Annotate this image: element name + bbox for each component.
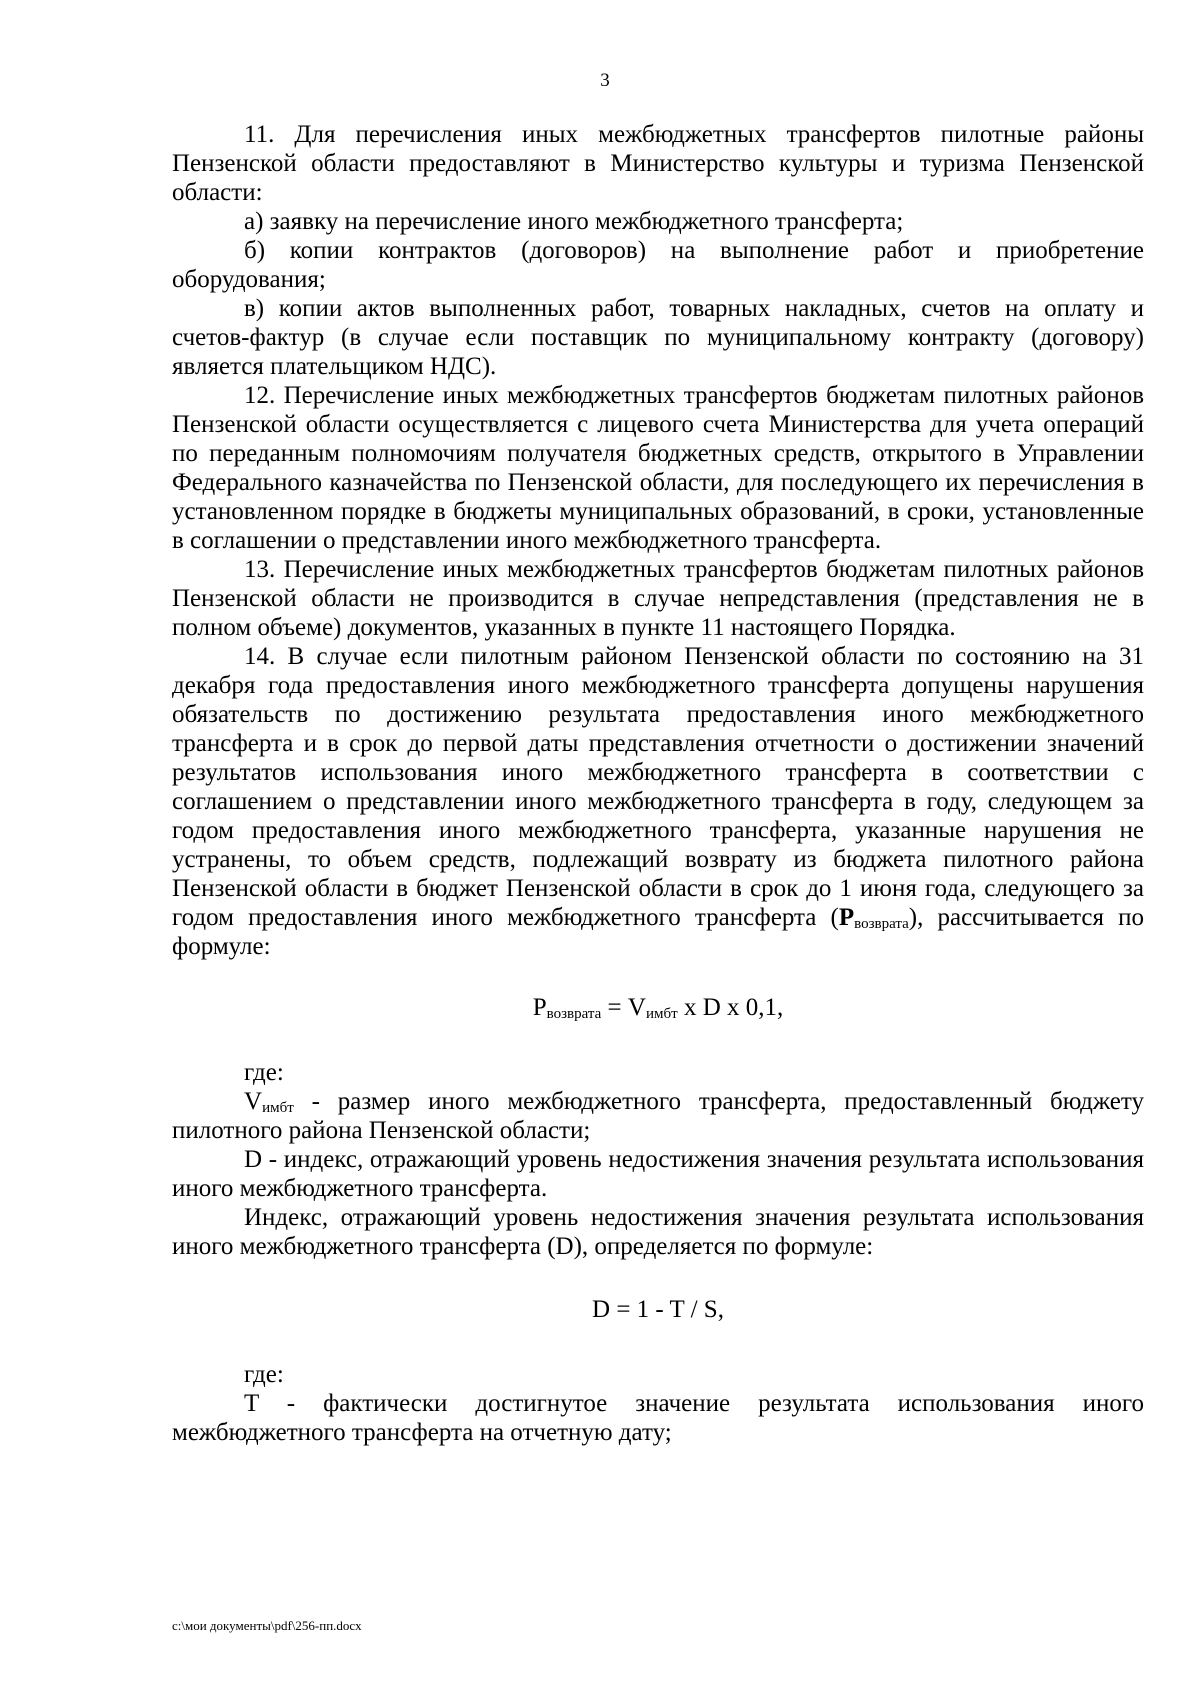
paragraph-14-end: ), рассчитывается по формуле:	[172, 904, 1144, 960]
paragraph-14	[172, 642, 1144, 961]
d-definition: D - индекс, отражающий уровень недостижения значения результата использования иного межбюджетного трансферта.	[172, 1146, 1144, 1202]
paragraph-12: 12. Перечисление иных межбюджетных трансфертов бюджетам пилотных районов Пензенской области осуществляется с лицевого счета Министерства для учета операций по переданным полномочиям получателя бюджетных средств, открытого в Управлении Федерального казначейства по Пензенской области, для последующего их перечисления в установленном порядке в бюджеты муниципальных образований, в сроки, установленные в соглашении о представлении иного межбюджетного трансферта.	[172, 382, 1144, 554]
paragraph-13: 13. Перечисление иных межбюджетных трансфертов бюджетам пилотных районов Пензенской области не производится в случае непредставления (представления не в полном объеме) документов, указанных в пункте 11 настоящего Порядка.	[172, 556, 1144, 641]
formula-p: P	[532, 994, 547, 1021]
formula-index: D = 1 - T / S,	[592, 1296, 724, 1323]
paragraph-14-text: 14. В случае если пилотным районом Пензенской области по состоянию на 31 декабря года предоставления иного межбюджетного трансферта допущены нарушения обязательств по достижению результата предоставления иного межбюджетного трансферта и в срок до первой даты представления отчетности о достижении значений результатов использования иного межбюджетного трансферта в соответствии с соглашением о представлении иного межбюджетного трансферта в году, следующем за годом предоставления иного межбюджетного трансферта, указанные нарушения не устранены, то объем средств, подлежащий возврату из бюджета пилотного района Пензенской области в бюджет Пензенской области в срок до 1 июня года, следующего за годом предоставления иного межбюджетного трансферта	[172, 643, 1144, 931]
footer-file-path: c:\мои документы\pdf\256-пп.docx	[172, 1618, 362, 1633]
page-number: 3	[600, 70, 610, 91]
where-label-2: где:	[244, 1361, 284, 1388]
p-return-symbol: P	[838, 904, 855, 931]
paragraph-14-open: (	[830, 904, 839, 931]
paragraph-11: 11. Для перечисления иных межбюджетных трансфертов пилотные районы Пензенской области предоставляют в Министерство культуры и туризма Пензенской области:	[172, 121, 1144, 206]
paragraph-11-c: в) копии актов выполненных работ, товарных накладных, счетов на оплату и счетов-фактур (в случае если поставщик по муниципальному контракту (договору) является плательщиком НДС).	[172, 295, 1144, 380]
document-body	[172, 120, 1144, 1447]
index-paragraph: Индекс, отражающий уровень недостижения значения результата использования иного межбюджетного трансферта (D), определяется по формуле:	[172, 1204, 1144, 1260]
paragraph-11-b: б) копии контрактов (договоров) на выполнение работ и приобретение оборудования;	[172, 237, 1144, 293]
p-return-subscript: возврата	[854, 916, 909, 932]
formula-v: V	[627, 994, 646, 1021]
v-definition-text: - размер иного межбюджетного трансферта, предоставленный бюджету пилотного района Пензенской области;	[172, 1088, 1144, 1144]
formula-return	[172, 993, 1144, 1022]
formula-v-sub: имбт	[645, 1006, 678, 1022]
paragraph-11-a: а) заявку на перечисление иного межбюджетного трансферта;	[244, 208, 904, 235]
v-definition	[172, 1087, 1144, 1145]
formula-p-sub: возврата	[546, 1006, 602, 1022]
formula-rest: x D x 0,1,	[677, 994, 784, 1021]
v-symbol: V	[244, 1088, 263, 1115]
formula-eq: =	[601, 994, 628, 1021]
v-subscript: имбт	[262, 1100, 294, 1116]
t-definition: T - фактически достигнутое значение результата использования иного межбюджетного трансферта на отчетную дату;	[172, 1390, 1144, 1446]
where-label-1: где:	[244, 1059, 284, 1086]
